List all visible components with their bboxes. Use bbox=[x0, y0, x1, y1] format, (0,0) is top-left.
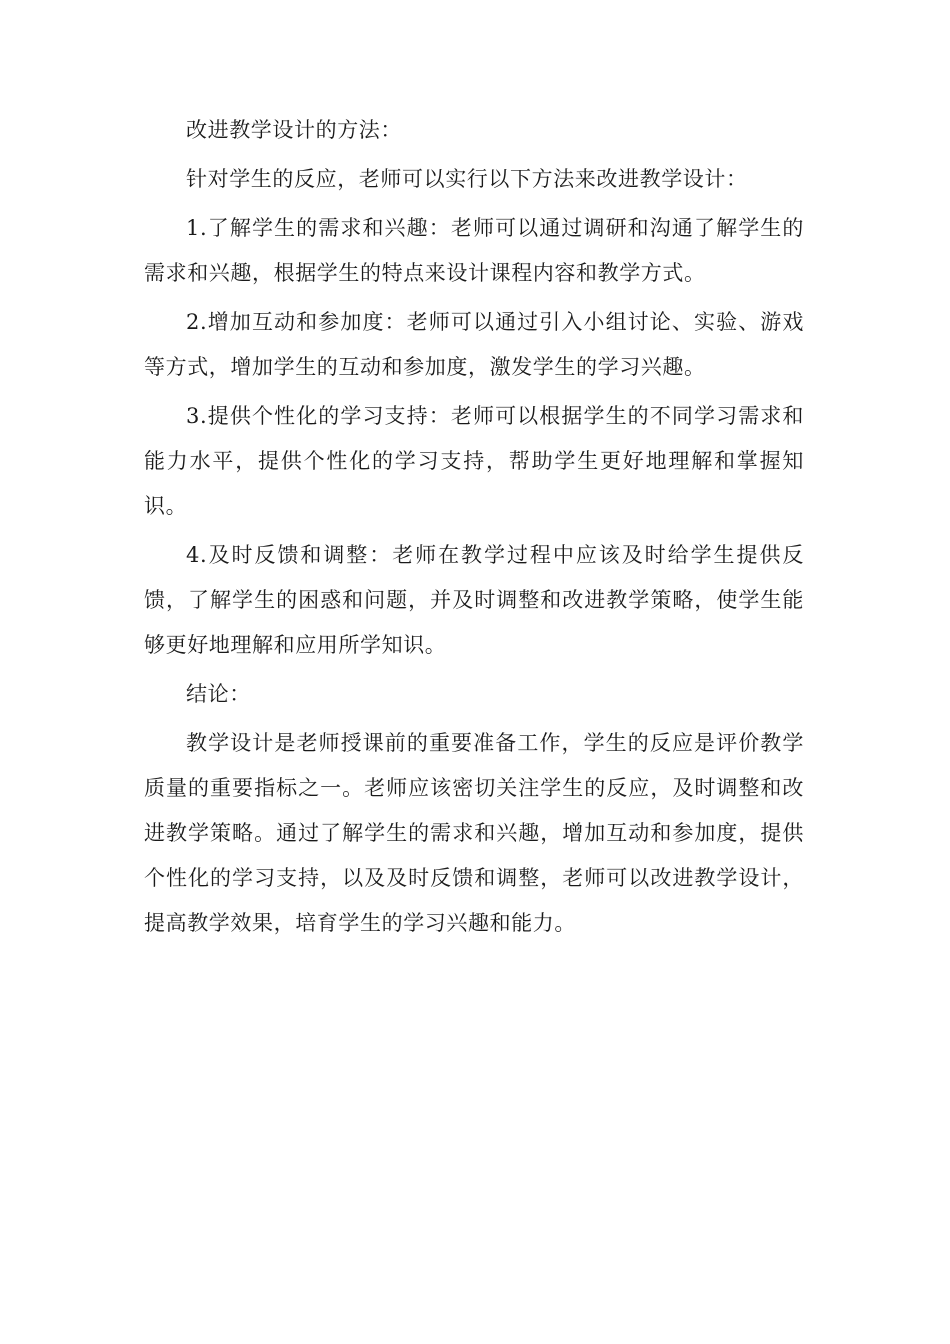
document-body bbox=[144, 108, 804, 950]
method-item-2: 2.增加互动和参加度：老师可以通过引入小组讨论、实验、游戏等方式，增加学生的互动和参加度，激发学生的学习兴趣。 bbox=[144, 310, 804, 379]
section-heading-methods: 改进教学设计的方法： bbox=[186, 118, 402, 142]
method-item-3: 3.提供个性化的学习支持：老师可以根据学生的不同学习需求和能力水平，提供个性化的学习支持，帮助学生更好地理解和掌握知识。 bbox=[144, 404, 804, 518]
intro-paragraph: 针对学生的反应，老师可以实行以下方法来改进教学设计： bbox=[186, 167, 748, 191]
section-heading-conclusion: 结论： bbox=[186, 682, 251, 706]
method-item-1: 1.了解学生的需求和兴趣：老师可以通过调研和沟通了解学生的需求和兴趣，根据学生的特点来设计课程内容和教学方式。 bbox=[144, 216, 804, 285]
method-item-4: 4.及时反馈和调整：老师在教学过程中应该及时给学生提供反馈，了解学生的困惑和问题，并及时调整和改进教学策略，使学生能够更好地理解和应用所学知识。 bbox=[144, 543, 804, 657]
conclusion-paragraph: 教学设计是老师授课前的重要准备工作，学生的反应是评价教学质量的重要指标之一。老师应该密切关注学生的反应，及时调整和改进教学策略。通过了解学生的需求和兴趣，增加互动和参加度，提供个性化的学习支持，以及及时反馈和调整，老师可以改进教学设计，提高教学效果，培育学生的学习兴趣和能力。 bbox=[144, 731, 804, 935]
